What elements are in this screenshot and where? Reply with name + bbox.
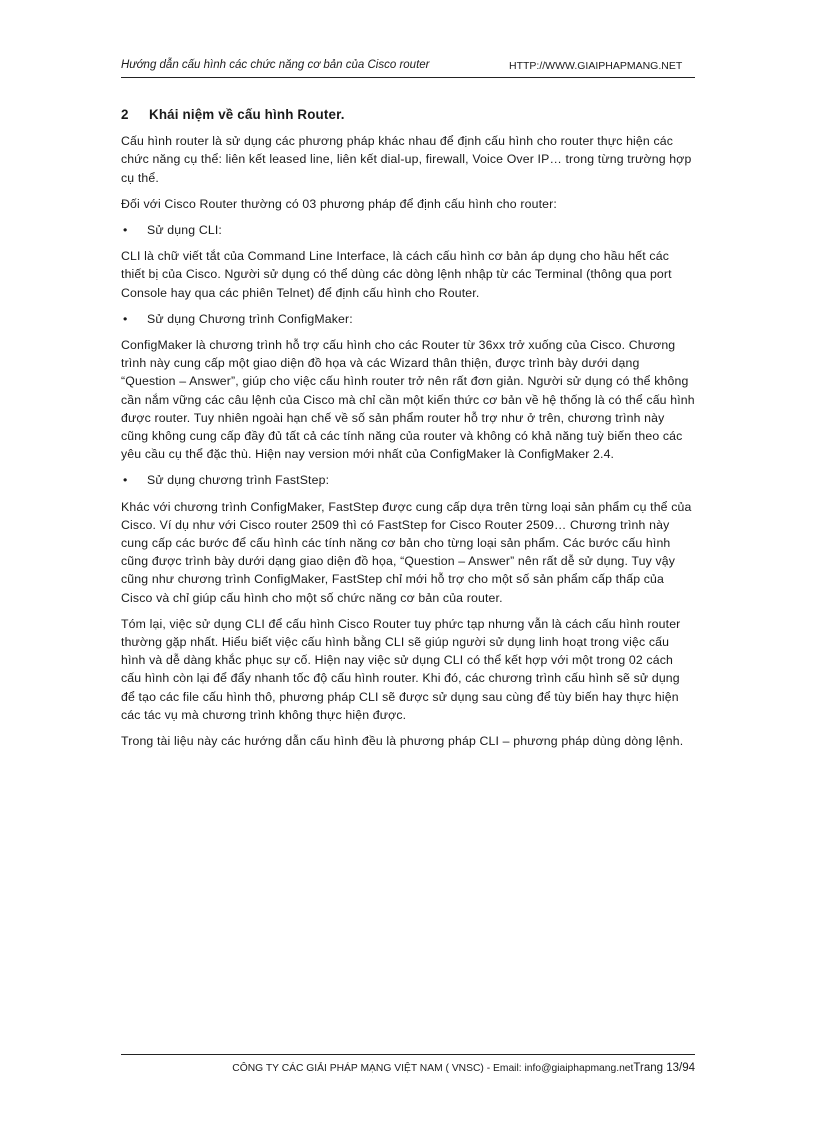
bullet-label: Sử dụng chương trình FastStep: — [147, 473, 330, 488]
document-body — [121, 106, 695, 758]
page-footer — [121, 1062, 695, 1074]
bullet-icon: • — [123, 223, 128, 238]
header-divider — [121, 77, 695, 78]
header-url: HTTP://WWW.GIAIPHAPMANG.NET — [509, 60, 683, 72]
footer-company: CÔNG TY CÁC GIẢI PHÁP MẠNG VIỆT NAM ( VNSC) - Email: info@giaiphapmang.net — [232, 1063, 634, 1074]
page-header — [121, 57, 695, 75]
bullet-icon: • — [123, 311, 128, 326]
paragraph-configmaker: ConfigMaker là chương trình hỗ trợ cấu hình cho các Router từ 36xx trở xuống của Cisco. Chương trình này cung cấp một giao diện đồ họa và các Wizard thân thiện, được trình bày dưới dạng “Question – Answer”, giúp cho việc cấu hình router trở nên rất đơn giản. Người sử dụng có thể không cần nắm vững các câu lệnh của Cisco mà chỉ cần một kiến thức cơ bản về hệ thống là có thể cấu hình được router. Tuy nhiên ngoài hạn chế về số sản phẩm router hỗ trợ như ở trên, chương trình này cũng không cung cấp đầy đủ tất cả các tính năng của router và không có khả năng tuỳ biến theo các yêu cầu cụ thể đặc thù. Hiện nay version mới nhất của ConfigMaker là ConfigMaker 2.4. — [121, 338, 695, 462]
paragraph-conclusion: Trong tài liệu này các hướng dẫn cấu hình đều là phương pháp CLI – phương pháp dùng dòng lệnh. — [121, 734, 684, 749]
bullet-configmaker — [121, 310, 695, 328]
section-title: Khái niệm về cấu hình Router. — [149, 107, 345, 122]
paragraph-summary: Tóm lại, việc sử dụng CLI để cấu hình Cisco Router tuy phức tạp nhưng vẫn là cách cấu hình router thường gặp nhất. Hiểu biết việc cấu hình bằng CLI sẽ giúp người sử dụng linh hoạt trong việc cấu hình và dễ dàng khắc phục sự cố. Hiện nay việc sử dụng CLI có thể kết hợp với một trong 02 cách cấu hình còn lại để đẩy nhanh tốc độ cấu hình router. Khi đó, các chương trình cấu hình sẽ sử dụng để tạo các file cấu hình thô, phương pháp CLI sẽ được sử dụng sau cùng để tùy biến hay thực hiện các tác vụ mà chương trình không thực hiện được. — [121, 616, 681, 722]
header-title: Hướng dẫn cấu hình các chức năng cơ bản của Cisco router — [121, 59, 430, 71]
paragraph-intro: Cấu hình router là sử dụng các phương pháp khác nhau để định cấu hình cho router thực hiện các chức năng cụ thể: liên kết leased line, liên kết dial-up, firewall, Voice Over IP… trong từng trường hợp cụ thể. — [121, 134, 692, 185]
footer-divider — [121, 1054, 695, 1055]
section-number: 2 — [121, 107, 129, 122]
bullet-faststep — [121, 471, 695, 489]
paragraph-faststep: Khác với chương trình ConfigMaker, FastStep được cung cấp dựa trên từng loại sản phẩm cụ thể của Cisco. Ví dụ như với Cisco router 2509 thì có FastStep for Cisco Router 2509… Chương trình này cung cấp các bước để cấu hình các tính năng cơ bản cho từng loại sản phẩm. Các bước cấu hình cũng được trình bày dưới dạng giao diện đồ họa, “Question – Answer” nên rất dễ sử dụng. Tuy vậy cũng như chương trình ConfigMaker, FastStep chỉ mới hỗ trợ cho một số sản phẩm cấp thấp của Cisco và chỉ giúp cấu hình cho một số chức năng cơ bản của router. — [121, 499, 692, 605]
paragraph-cli: CLI là chữ viết tắt của Command Line Interface, là cách cấu hình cơ bản áp dụng cho hầu hết các thiết bị của Cisco. Người sử dụng có thể dùng các dòng lệnh nhập từ các Terminal (thông qua port Console hay qua các phiên Telnet) để định cấu hình cho Router. — [121, 249, 672, 300]
bullet-icon: • — [123, 473, 128, 488]
bullet-cli — [121, 221, 695, 239]
paragraph-methods: Đối với Cisco Router thường có 03 phương pháp để định cấu hình cho router: — [121, 196, 557, 211]
section-heading — [121, 106, 695, 124]
bullet-label: Sử dụng Chương trình ConfigMaker: — [147, 311, 353, 326]
bullet-label: Sử dụng CLI: — [147, 223, 222, 238]
page-number: Trang 13/94 — [633, 1062, 695, 1074]
